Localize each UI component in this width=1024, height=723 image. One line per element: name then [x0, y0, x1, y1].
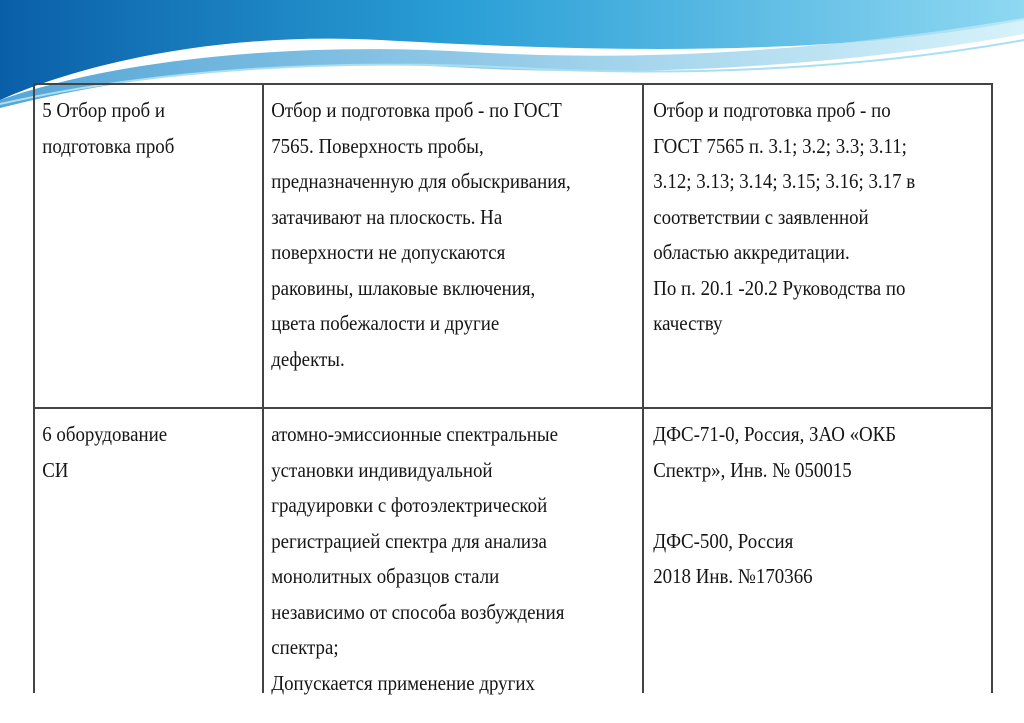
- table-cell-description: атомно-эмиссионные спектральные установки индивидуальной градуировки с фотоэлектрической регистрацией спектра для анализа монолитных образцов стали независимо от способа возбуждения спектра; Допускается применение других: [271, 422, 565, 695]
- table-cell-reference: Отбор и подготовка проб - по ГОСТ 7565 п. 3.1; 3.2; 3.3; 3.11; 3.12; 3.13; 3.14; 3.15; 3.16; 3.17 в соответствии с заявленной областью аккредитации. По п. 20.1 -20.2 Руководства по качеству: [653, 98, 916, 335]
- table-row: [35, 85, 991, 409]
- requirements-table: [33, 83, 993, 693]
- column-divider: [262, 85, 264, 693]
- table-cell-description: Отбор и подготовка проб - по ГОСТ 7565. Поверхность пробы, предназначенную для обыскривания, затачивают на плоскость. На поверхности не допускаются раковины, шлаковые включения, цвета побежалости и другие дефекты.: [271, 98, 571, 371]
- table-row: [35, 409, 991, 695]
- table-cell-section: 6 оборудование СИ: [42, 422, 168, 482]
- table-cell-reference: ДФС-71-0, Россия, ЗАО «ОКБ Спектр», Инв. № 050015 ДФС-500, Россия 2018 Инв. №170366: [653, 422, 897, 588]
- table-cell-section: 5 Отбор проб и подготовка проб: [42, 98, 175, 158]
- column-divider: [642, 85, 644, 693]
